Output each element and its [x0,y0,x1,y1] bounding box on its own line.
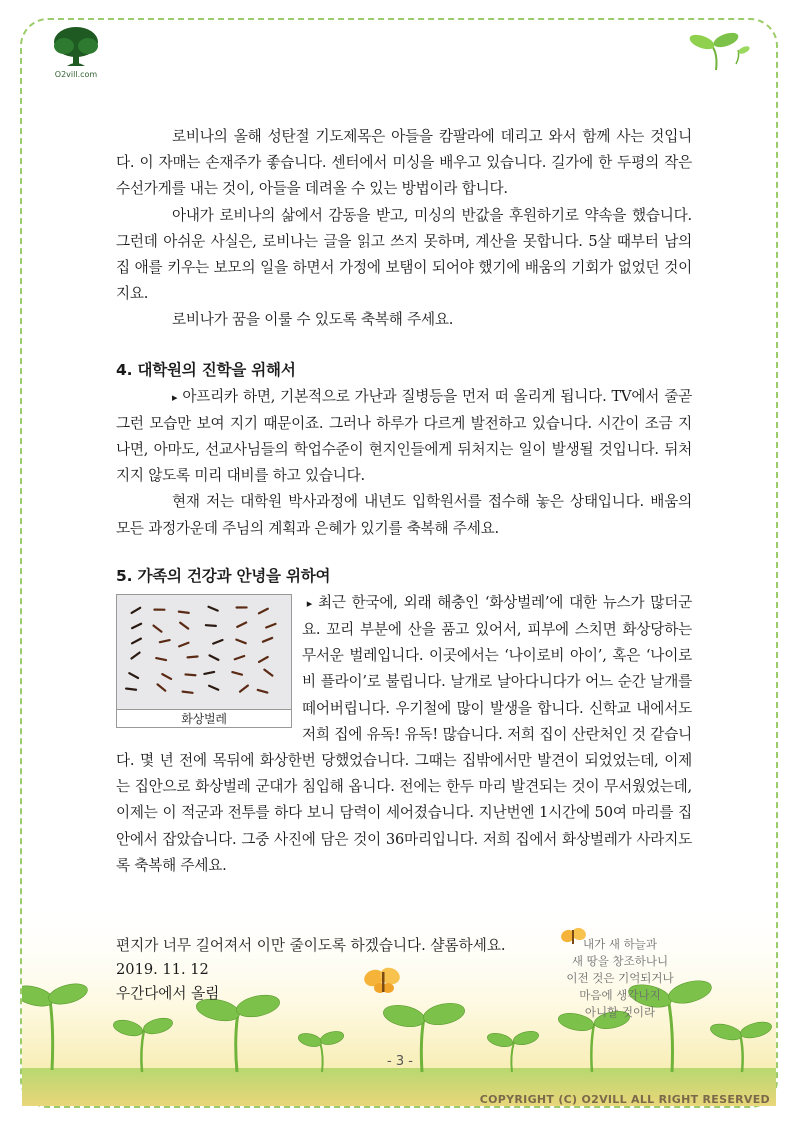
figure-caption: 화상벌레 [117,709,291,728]
verse-line-5: 아니할 것이라 [584,1005,656,1019]
bug-mark [185,674,195,675]
sprout-icon [682,28,752,72]
intro-paragraph-2: 아내가 로비나의 삶에서 감동을 받고, 미싱의 반값을 후원하기로 약속을 했습니다. 그런데 아쉬운 사실은, 로비나는 글을 읽고 쓰지 못하며, 계산을 못합니다. 5살 때부터 남의 집 애를 키우는 보모의 일을 하면서 가정에 보탬이 되어야 했기에 배움의 기회가 없었던 것이지요. [116,206,692,303]
section-5-title: 5. 가족의 건강과 안녕을 위하여 [116,566,331,585]
bug-mark [206,625,216,626]
verse-line-2: 새 땅을 창조하나니 [571,954,669,968]
closing-block [116,934,716,1006]
section-4-title: 4. 대학원의 진학을 위해서 [116,360,296,379]
verse-line-3: 이전 것은 기억되거나 [566,971,674,985]
signature: 우간다에서 올림 [116,985,220,1002]
bug-photo-figure [116,594,292,728]
section-4-paragraph-1: 아프리카 하면, 기본적으로 가난과 질병등을 먼저 떠 올리게 됩니다. TV에서 줄곧 그런 모습만 보여 지기 때문이죠. 그러나 하루가 다르게 발전하고 있습니다. 시간이 조금 지나면, 아마도, 선교사님들의 학업수준이 현지인들에게 뒤처지는 일이 발생될 것입니다. 뒤처지지 않도록 미리 대비를 하고 있습니다. [116,387,692,485]
letter-body [116,124,692,879]
bullet-arrow-icon: ▸ [172,390,178,404]
bullet-arrow-icon: ▸ [302,596,313,610]
page-number: - 3 - [387,1054,413,1069]
bug-mark [126,688,136,689]
bug-mark [183,691,193,692]
date: 2019. 11. 12 [116,961,209,978]
bug-mark [179,611,189,612]
intro-paragraph-3: 로비나가 꿈을 이룰 수 있도록 축복해 주세요. [172,311,454,329]
section-4-paragraph-2: 현재 저는 대학원 박사과정에 내년도 입학원서를 접수해 놓은 상태입니다. 배움의 모든 과정가운데 주님의 계획과 은혜가 있기를 축복해 주세요. [116,493,692,537]
logo-text: O2vill.com [54,70,98,79]
intro-paragraph-1: 로비나의 올해 성탄절 기도제목은 아들을 캄팔라에 데리고 와서 함께 사는 것입니다. 이 자매는 손재주가 좋습니다. 센터에서 미싱을 배우고 있습니다. 길가에 한 두평의 작은 수선가게를 내는 것이, 아들을 데려올 수 있는 방법이라 합니다. [116,128,692,198]
verse-line-1: 내가 새 하늘과 [583,937,657,951]
copyright-notice: COPYRIGHT (C) O2VILL ALL RIGHT RESERVED [479,1093,770,1106]
verse-line-4: 마음에 생각나지 [579,988,661,1002]
bug-mark [188,656,198,657]
tree-icon [40,26,112,70]
bug-photo [117,595,291,709]
closing-line: 편지가 너무 길어져서 이만 줄이도록 하겠습니다. 샬롬하세요. [116,937,506,954]
section-5-paragraph-1: 최근 한국에, 외래 해충인 ‘화상벌레’에 대한 뉴스가 많더군요. 꼬리 부분에 산을 품고 있어서, 피부에 스치면 화상당하는 무서운 벌레입니다. 이곳에서는 ‘나이로비 아이’, 혹은 ‘나이로비 플라이’로 불립니다. 날개로 날아다니다가 어느 순간 날개를 떼어버립니다. 우기철에 많이 발생을 합니다. 신학교 내에서도 저희 집에 유독! 유독! 많습니다. 저희 집이 산란처인 것 같습니다. 몇 년 전에 목뒤에 화상한번 당했었습니다. 그때는 집밖에서만 발견이 되었었는데, 이제는 집안으로 화상벌레 군대가 침입해 옵니다. 전에는 한두 마리 발견되는 것이 무서웠었는데, 이제는 이 적군과 전투를 하다 보니 담력이 세어졌습니다. 지난번엔 1시간에 50여 마리를 집안에서 잡았습니다. 그중 사진에 담은 것이 36마리입니다. 저희 집에서 화상벌레가 사라지도록 축복해 주세요. [116,593,692,874]
o2vill-logo[interactable] [40,26,112,82]
